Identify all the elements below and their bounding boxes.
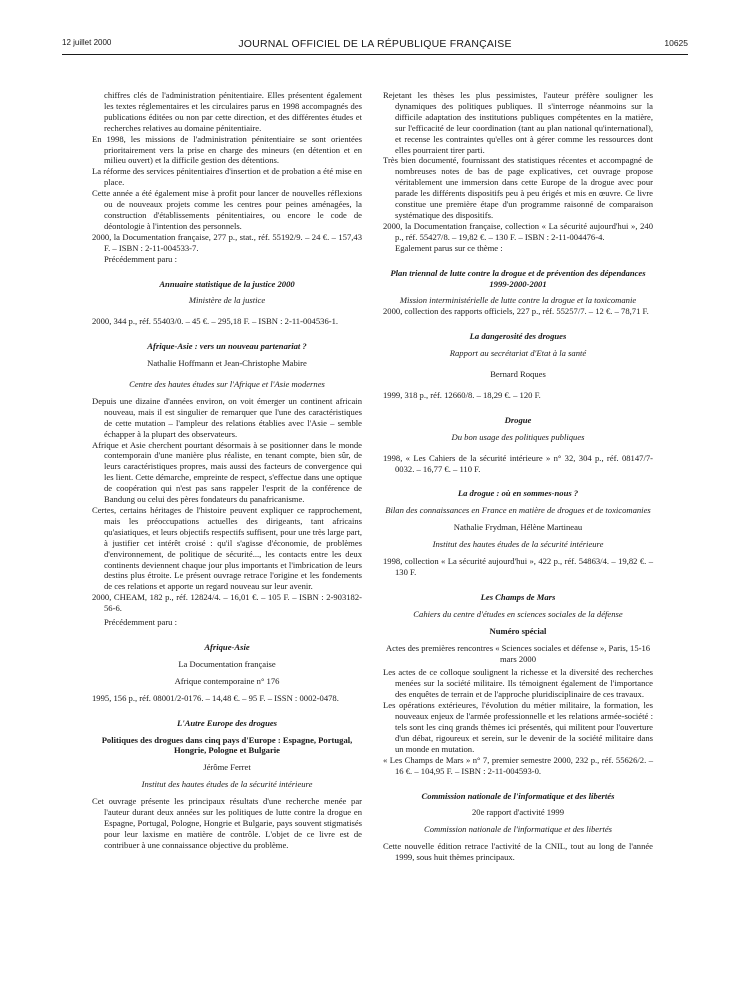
publication-reference: « Les Champs de Mars » n° 7, premier semestre 2000, 232 p., réf. 55626/2. – 16 €. – 104,95 F. – ISBN : 2-11-004593-0. — [383, 754, 653, 776]
header-date: 12 juillet 2000 — [62, 38, 112, 47]
publication-subtitle: Centre des hautes études sur l'Afrique et l'Asie modernes — [129, 379, 325, 390]
publication-subtitle: Bilan des connaissances en France en matière de drogues et de toxicomanies — [385, 505, 651, 516]
publication-subtitle: Politiques des drogues dans cinq pays d'Europe : Espagne, Portugal, Hongrie, Pologne et Bulgarie — [101, 734, 353, 756]
publication-title: L'Autre Europe des drogues — [176, 717, 278, 728]
publication-subtitle: Ministère de la justice — [188, 295, 266, 306]
left-column — [92, 90, 362, 851]
publication-author: Jérôme Ferret — [203, 762, 251, 773]
paragraph: Les opérations extérieures, l'évolution du métier militaire, la formation, les nouveaux enjeux de l'armée professionnelle et les relations armée-société : tels sont les cinq grands thèmes ici présentés, qui militent pour l'ouverture d'un débat, rigoureux et serein, sur le devenir de la société militaire dans un monde en mutation. — [383, 700, 653, 754]
publication-reference: 2000, collection des rapports officiels, 227 p., réf. 55257/7. – 12 €. – 78,71 F. — [383, 306, 649, 317]
previously-published-label: Précédemment paru : — [104, 253, 178, 264]
publication-subtitle: Mission interministérielle de lutte contre la drogue et la toxicomanie — [399, 295, 637, 306]
paragraph: Afrique et Asie cherchent pourtant désormais à se positionner dans le monde contemporain d'une manière plus réaliste, en tenant compte, bien sûr, de leurs caractéristiques propres, mais aussi des facteurs de convergence qui les lient. Cette démarche, empreinte de respect, s'effectue dans une optique de coopération qui n'est pas sans rappeler l'esprit de la conférence de Bandung ou celui des pères fondateurs du panafricanisme. — [92, 439, 362, 505]
paragraph: Depuis une dizaine d'années environ, on voit émerger un continent africain nouveau, mais il est singulier de remarquer que l'une des caractéristiques de cette mutation – l'ampleur des relations établies avec l'Asie – semble échapper à la plupart des observateurs. — [92, 395, 362, 439]
paragraph: Très bien documenté, fournissant des statistiques récentes et accompagné de nombreuses notes de bas de page explicatives, cet ouvrage propose véritablement une immersion dans cette Europe de la drogue avec pour parade les différents dispositifs peu à peu érigés et mis en œuvre. Ce livre constitue une première étape d'un programme raisonné de comparaison systématique des dispositifs. — [383, 155, 653, 220]
publication-reference: 2000, CHEAM, 182 p., réf. 12824/4. – 16,01 €. – 105 F. – ISBN : 2-903182-56-6. — [92, 592, 362, 614]
publication-reference: 1998, collection « La sécurité aujourd'hui », 422 p., réf. 54863/4. – 19,82 €. – 130 F. — [383, 556, 653, 577]
publication-subtitle: 20e rapport d'activité 1999 — [472, 807, 564, 818]
header-title: JOURNAL OFFICIEL DE LA RÉPUBLIQUE FRANÇAISE — [238, 38, 512, 50]
paragraph: Rejetant les thèses les plus pessimistes, l'auteur préfère souligner les dynamiques des politiques publiques. Il s'interroge néanmoins sur la difficile adaptation des institutions publiques compétentes en la matière, sur l'efficacité de leur coordination (tant au plan national qu'international), et recense les contraintes qu'elles ont à gérer comme les ressources dont elles pourraient tirer parti. — [383, 90, 653, 155]
publication-reference: 2000, la Documentation française, 277 p., stat., réf. 55192/9. – 24 €. – 157,43 F. – ISBN : 2-11-004533-7. — [92, 231, 362, 253]
publication-subtitle: Numéro spécial — [489, 625, 547, 636]
publication-reference: 1995, 156 p., réf. 08001/2-0176. – 14,48 €. – 95 F. – ISSN : 0002-0478. — [92, 692, 339, 703]
right-column — [383, 90, 653, 863]
publication-reference: 1999, 318 p., réf. 12660/8. – 18,29 €. – 120 F. — [383, 389, 541, 400]
publication-title: La dangerosité des drogues — [469, 331, 567, 342]
publication-subtitle: La Documentation française — [178, 658, 276, 669]
paragraph: La réforme des services pénitentiaires d'insertion et de probation a été mise en place. — [92, 166, 362, 188]
publication-author: Nathalie Frydman, Hélène Martineau — [453, 522, 583, 533]
paragraph: Cet ouvrage présente les principaux résultats d'une recherche menée par l'auteur durant deux années sur les politiques de lutte contre la drogue en Espagne, Portugal, Pologne, Hongrie et Bulgarie, pays souvent stigmatisés pour leur laxisme en matière de contrôle. L'objet de ce livre est de contribuer à une connaissance objective du problème. — [92, 796, 362, 850]
publication-subtitle: Institut des hautes études de la sécurité intérieure — [141, 779, 313, 790]
publication-title: Drogue — [504, 414, 532, 425]
paragraph: Certes, certains héritages de l'histoire peuvent expliquer ce rapprochement, mais les préoccupations actuelles des dirigeants, tant africains qu'asiatiques, et leurs objectifs respectifs suffisent, pour une très large part, à justifier cet intérêt croisé : qu'il s'agisse d'économie, de problèmes d'environnement, de politique de sécurité..., les contacts entre les deux continents deviennent chaque jour plus importants et l'imbrication de leurs destins plus étroite. Le présent ouvrage retrace l'origine et les fondements de ces relations et apporte un regard nouveau sur leur avenir. — [92, 505, 362, 592]
publication-subtitle: Afrique contemporaine n° 176 — [174, 675, 280, 686]
paragraph: chiffres clés de l'administration pénitentiaire. Elles présentent également les textes réglementaires et les circulaires parus en 1998 accompagnés des publications éditées ou non par cette direction, et des différentes études et recherches relatives au domaine pénitentiaire. — [104, 90, 362, 133]
publication-author: Bernard Roques — [490, 369, 546, 380]
publication-subtitle: Institut des hautes études de la sécurité intérieure — [432, 539, 604, 550]
publication-subtitle: Cahiers du centre d'études en sciences sociales de la défense — [413, 608, 623, 619]
publication-title: Afrique-Asie : vers un nouveau partenariat ? — [147, 341, 307, 352]
publication-title: Les Champs de Mars — [480, 591, 556, 602]
paragraph: Cette nouvelle édition retrace l'activité de la CNIL, tout au long de l'année 1999, sous huit thèmes principaux. — [383, 841, 653, 863]
publication-title: Annuaire statistique de la justice 2000 — [159, 278, 295, 289]
paragraph: Les actes de ce colloque soulignent la richesse et la diversité des recherches menées sur la société militaire. Ils témoignent également de l'importance des enquêtes de terrain et de l'approche pluridisciplinaire de ces travaux. — [383, 667, 653, 700]
paragraph: En 1998, les missions de l'administration pénitentiaire se sont orientées prioritairement vers la prise en charge des mineurs (en détention et en milieu ouvert) et la difficile gestion des détentions. — [92, 133, 362, 166]
publication-reference: 2000, 344 p., réf. 55403/0. – 45 €. – 295,18 F. – ISBN : 2-11-004536-1. — [92, 316, 339, 327]
publication-subtitle: Rapport au secrétariat d'Etat à la santé — [449, 348, 587, 359]
publication-subtitle: Commission nationale de l'informatique et des libertés — [423, 824, 613, 835]
paragraph: Cette année a été également mise à profit pour lancer de nouvelles réflexions ou de nouveaux projets comme les centres pour peines aménagées, la construction d'établissements pénitentiaires, ou encore le code de déontologie à l'intention des personnels. — [92, 188, 362, 231]
publication-title: Plan triennal de lutte contre la drogue et de prévention des dépendances 1999-2000-2001 — [390, 267, 646, 289]
header-page-number: 10625 — [664, 38, 688, 48]
also-published-label: Egalement parus sur ce thème : — [395, 242, 503, 253]
publication-subtitle: Du bon usage des politiques publiques — [451, 431, 585, 442]
page-header — [62, 38, 688, 55]
publication-title: Commission nationale de l'informatique et des libertés — [421, 790, 615, 801]
publication-reference: 2000, la Documentation française, collection « La sécurité aujourd'hui », 240 p., réf. 55427/8. – 19,82 €. – 130 F. – ISBN : 2-11-004476-4. — [383, 220, 653, 242]
publication-title: La drogue : où en sommes-nous ? — [457, 488, 579, 499]
publication-reference: 1998, « Les Cahiers de la sécurité intérieure » n° 32, 304 p., réf. 08147/7-0032. – 16,77 €. – 110 F. — [383, 452, 653, 474]
publication-subtitle: Actes des premières rencontres « Sciences sociales et défense », Paris, 15-16 mars 2000 — [385, 642, 651, 664]
publication-author: Nathalie Hoffmann et Jean-Christophe Mabire — [147, 358, 307, 369]
publication-title: Afrique-Asie — [204, 641, 250, 652]
previously-published-label: Précédemment paru : — [104, 617, 178, 628]
